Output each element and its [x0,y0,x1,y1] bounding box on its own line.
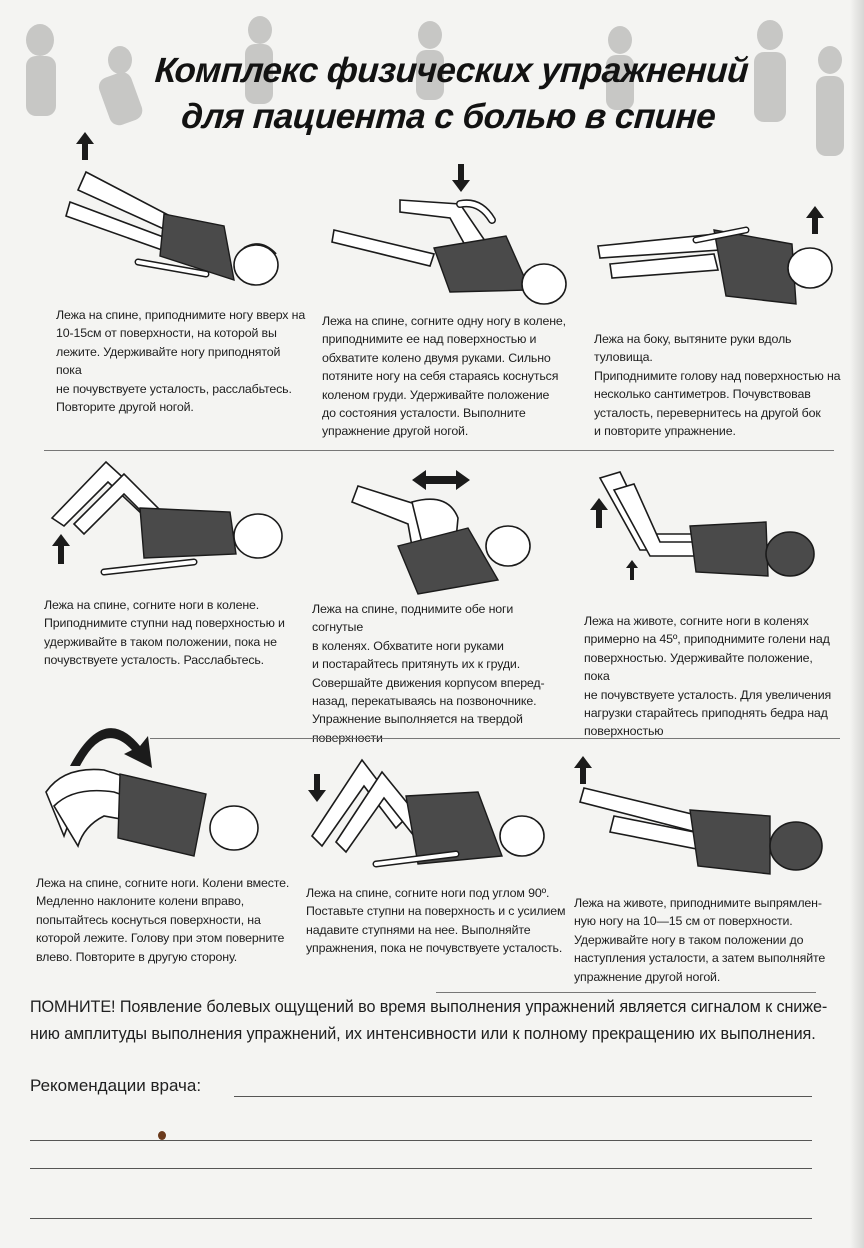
exercise-9-illustration [574,750,834,896]
doctor-recommendations-label: Рекомендации врача: [30,1076,202,1095]
exercise-1-illustration [56,130,296,300]
exercise-4-text: Лежа на спине, согните ноги в колене. Приподнимите ступни над поверхностью и удерживайте в таком положении, пока не почувствуете усталость. Расслабьтесь. [44,598,285,668]
down-arrow-icon [308,774,326,802]
exercise-8-text: Лежа на спине, согните ноги под углом 90º. Поставьте ступни на поверхность и с усилием надавите ступнями на нее. Выполняйте упражнения, пока не почувствуете усталость. [306,886,566,956]
exercise-4-illustration [44,454,294,584]
turn-arrows-icon [70,728,152,768]
exercise-8-illustration [306,756,556,876]
up-arrow-icon [590,498,608,528]
exercise-3-text: Лежа на боку, вытяните руки вдоль туловища. Приподнимите голову над поверхностью на несколько сантиметров. Почувствовав усталость, перевернитесь на другой бок и повторите упражнение. [594,332,841,439]
exercise-2-text: Лежа на спине, согните одну ногу в колене, приподнимите ее над поверхностью и обхватите колено двумя руками. Сильно потяните ногу на себя стараясь коснуться коленом груди. Удерживайте положение до состояния усталости. Выполните упражнение другой ногой. [322,314,566,439]
up-arrow-icon [76,132,94,160]
warning-note: ПОМНИТЕ! Появление болевых ощущений во время выполнения упражнений является сигналом к сниже- нию амплитуды выполнения упражнений, их интенсивности или к полному прекращению их выполнения. [30,998,828,1043]
exercise-1-text: Лежа на спине, приподнимите ногу вверх на 10-15см от поверхности, на которой вы лежите. Удерживайте ногу приподнятой пока не почувствуете усталость, расслабьтесь. Повторите другой ногой. [56,308,306,415]
exercise-5-illustration [348,462,538,602]
title-line-1: Комплекс физических упражнений [153,51,750,90]
paper-stain [158,1131,166,1140]
title-line-2: для пациента с болью в спине [180,97,717,136]
exercise-2-illustration [330,160,580,320]
exercise-7-text: Лежа на спине, согните ноги. Колени вместе. Медленно наклоните колени вправо, попытайтесь коснуться поверхности, на которой лежите. Голову при этом поверните влево. Повторите в другую сторону. [36,876,290,964]
up-arrow-icon [806,206,824,234]
down-arrow-icon [452,164,470,192]
recommendation-line-1[interactable] [234,1096,812,1097]
exercise-6-text: Лежа на животе, согните ноги в коленях примерно на 45º, приподнимите голени над поверхностью. Удерживайте положение, пока не почувствуете усталость. Для увеличения нагрузки старайтесь приподнять бедра над поверхностью [584,614,832,739]
row-divider-3 [436,992,816,993]
page-title [117,48,783,140]
up-arrow-icon [574,756,592,784]
small-up-arrow-icon [626,560,638,580]
recommendation-line-3[interactable] [30,1168,812,1169]
row-divider-1 [44,450,834,451]
rock-arrows-icon [412,470,470,490]
exercise-6-illustration [590,464,830,604]
exercise-3-illustration [596,200,846,320]
exercise-7-illustration [44,706,284,876]
exercise-9-text: Лежа на животе, приподнимите выпрямлен- ную ногу на 10—15 см от поверхности. Удерживайте ногу в таком положении до наступления усталости, а затем выполняйте упражнение другой ногой. [574,896,826,984]
recommendation-line-4[interactable] [30,1218,812,1219]
recommendation-line-2[interactable] [30,1140,812,1141]
up-arrow-icon [52,534,70,564]
paper-edge-shadow [850,0,864,1248]
exercise-5-text: Лежа на спине, поднимите обе ноги согнутые в коленях. Обхватите ноги руками и постарайтесь притянуть их к груди. Совершайте движения корпусом вперед- назад, перекатываясь на позвоночнике. Упражнение выполняется на твердой поверхности [312,602,545,745]
